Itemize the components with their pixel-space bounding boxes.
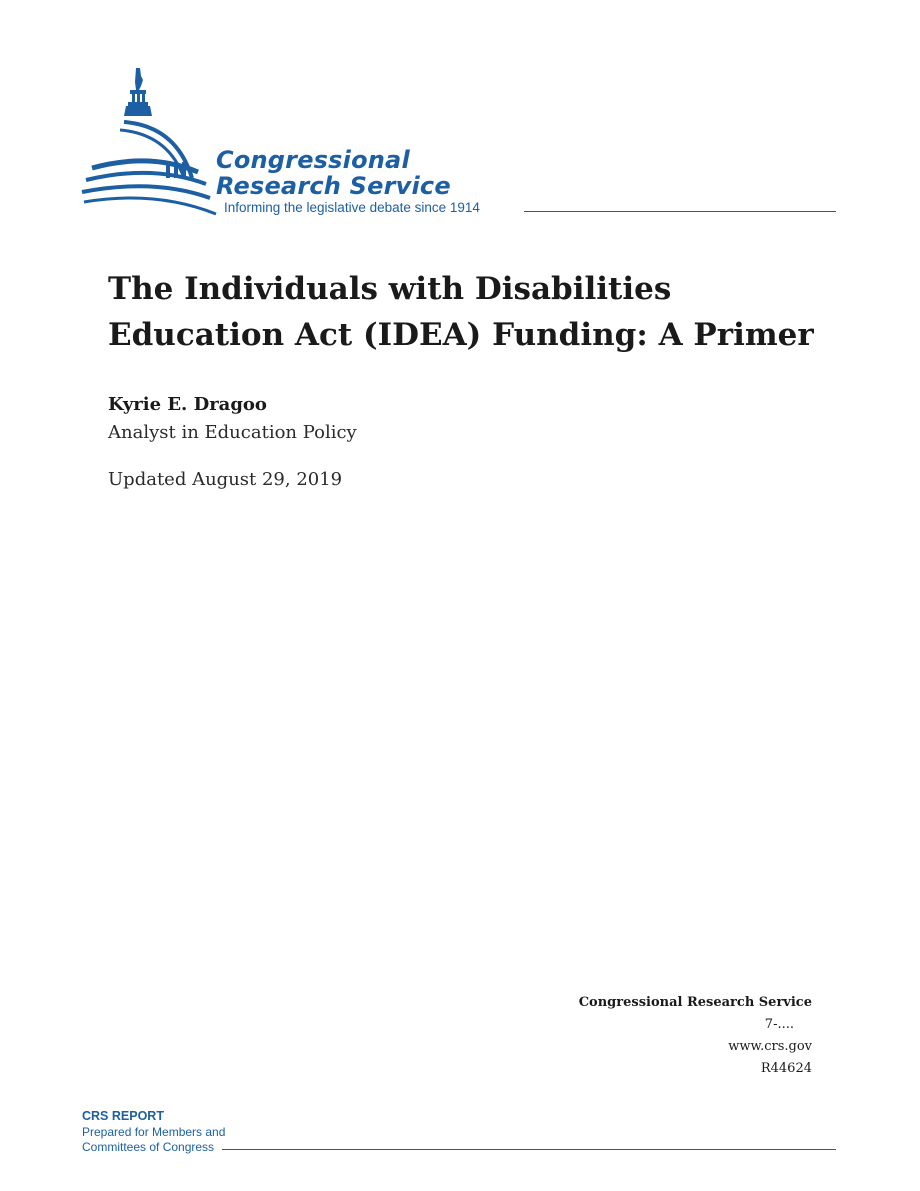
publisher-block xyxy=(579,992,812,1080)
publisher-website: www.crs.gov xyxy=(728,1039,812,1054)
footer-divider xyxy=(222,1149,836,1150)
logo-tagline: Informing the legislative debate since 1914 xyxy=(224,200,480,215)
report-number: R44624 xyxy=(760,1061,812,1076)
footer-prepared-for: Prepared for Members and xyxy=(82,1125,226,1139)
publisher-name: Congressional Research Service xyxy=(578,995,812,1010)
logo-divider xyxy=(524,211,836,212)
logo-title-line1: Congressional xyxy=(216,146,410,174)
crs-logo xyxy=(80,66,840,226)
capitol-dome-icon xyxy=(80,66,220,226)
updated-date: Updated August 29, 2019 xyxy=(108,469,343,490)
report-title: The Individuals with Disabilities Education Act (IDEA) Funding: A Primer xyxy=(108,271,814,353)
footer-crs-report: CRS REPORT xyxy=(82,1109,164,1123)
publisher-code: 7-.... xyxy=(764,1017,794,1032)
author-name: Kyrie E. Dragoo xyxy=(108,394,267,415)
logo-title-line2: Research Service xyxy=(216,172,451,200)
author-role: Analyst in Education Policy xyxy=(108,422,357,443)
footer-committees: Committees of Congress xyxy=(82,1140,215,1154)
